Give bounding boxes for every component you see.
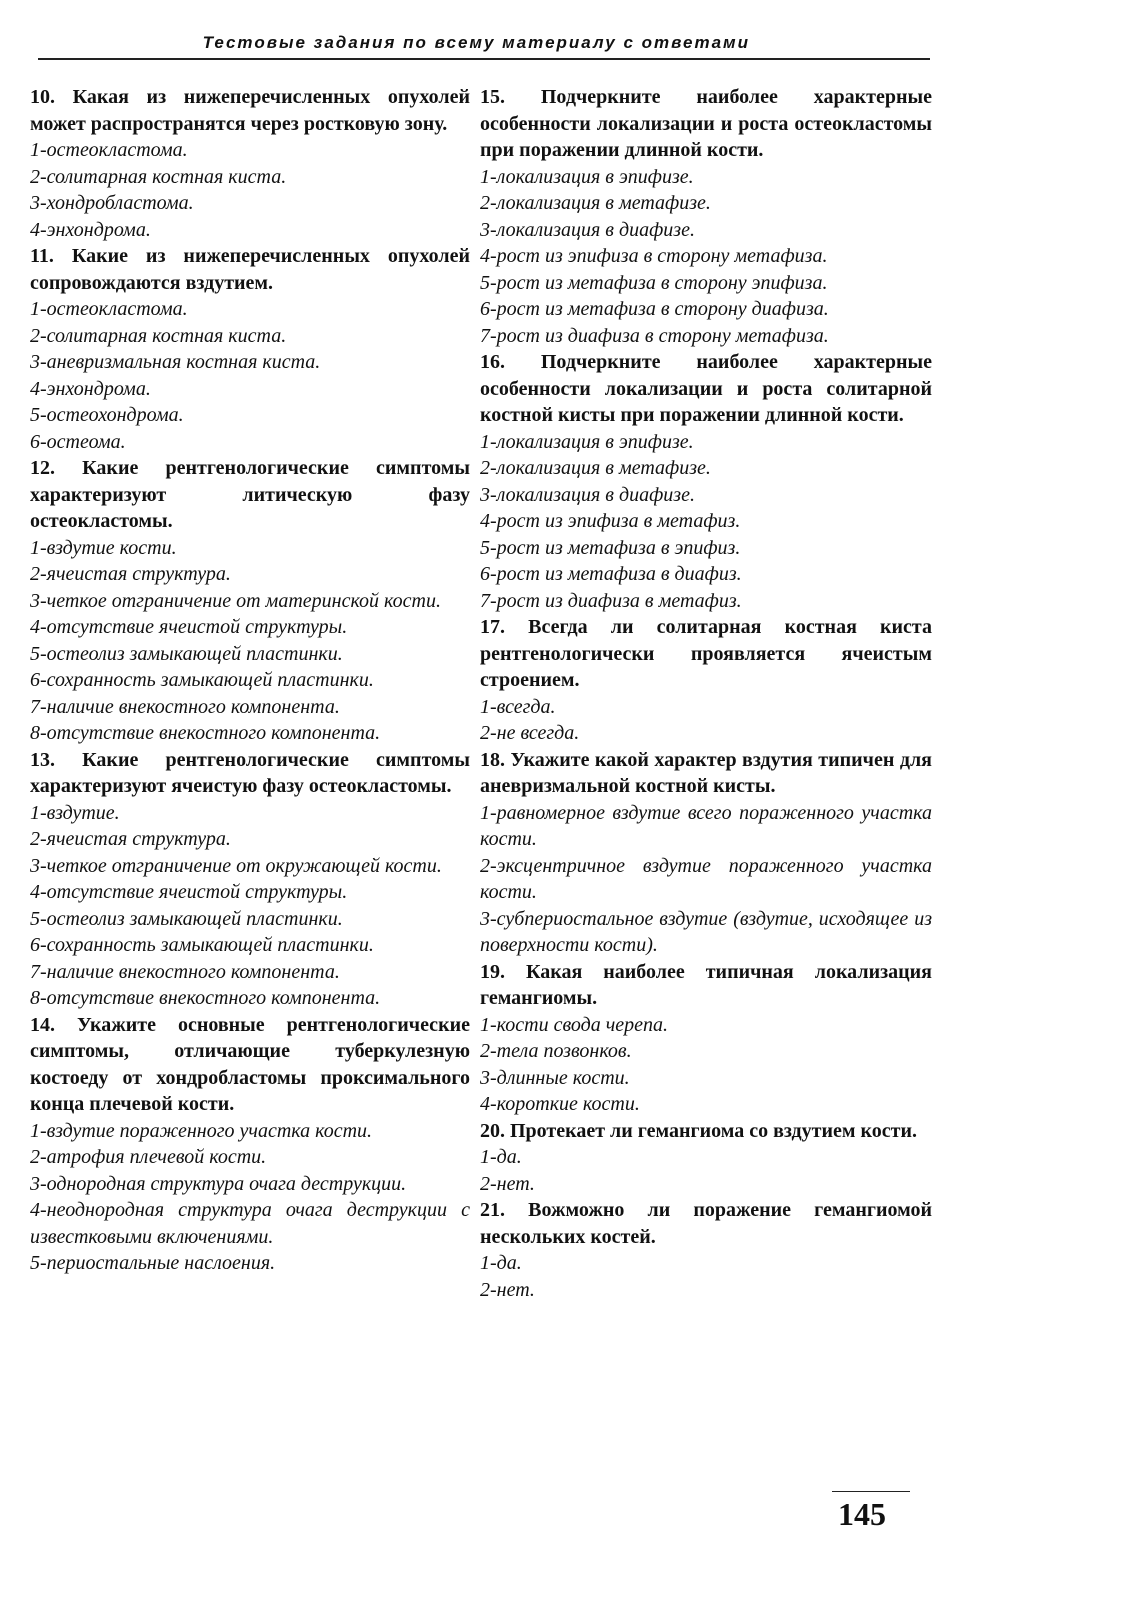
answer-option: 6-сохранность замыкающей пластинки. (30, 669, 374, 691)
answer-option: 1-вздутие кости. (30, 536, 177, 559)
question-text: 18. Укажите какой характер вздутия типичен для аневризмальной костной кисты. (480, 748, 932, 797)
answer-option: 6-рост из метафиза в сторону диафиза. (480, 298, 829, 320)
answer-option: 4-энхондрома. (30, 218, 151, 241)
answer-option: 1-да. (480, 1252, 522, 1274)
question-text: 20. Протекает ли гемангиома со вздутием кости. (480, 1119, 918, 1142)
answer-option: 1-всегда. (480, 695, 556, 718)
question-block (480, 349, 932, 614)
answer-option: 6-остеома. (30, 430, 126, 453)
answer-option: 5-остеолиз замыкающей пластинки. (30, 907, 343, 930)
question-text: 17. Всегда ли солитарная костная киста рентгенологически проявляется ячеистым строением. (480, 616, 932, 691)
answer-option: 6-сохранность замыкающей пластинки. (30, 934, 374, 956)
answer-option: 3-четкое отграничение от материнской кости. (30, 589, 441, 612)
answer-option: 2-солитарная костная киста. (30, 165, 287, 188)
page-number: 145 (838, 1496, 886, 1532)
answer-option: 3-однородная структура очага деструкции. (30, 1172, 407, 1195)
question-block (30, 747, 470, 1012)
question-text: 10. Какая из нижеперечисленных опухолей может распространятся через ростковую зону. (30, 86, 470, 135)
answer-option: 5-остеохондрома. (30, 404, 184, 426)
question-text: 21. Вожможно ли поражение гемангиомой нескольких костей. (480, 1199, 932, 1248)
answer-option: 4-рост из эпифиза в метафиз. (480, 510, 741, 532)
answer-option: 1-локализация в эпифизе. (480, 165, 694, 188)
left-column (30, 84, 470, 1277)
answer-option: 4-неоднородная структура очага деструкции с известковыми включениями. (30, 1199, 470, 1248)
question-text: 12. Какие рентгенологические симптомы характеризуют литическую фазу остеокластомы. (30, 457, 470, 532)
question-block (30, 1012, 470, 1277)
question-text: 19. Какая наиболее типичная локализация гемангиомы. (480, 960, 932, 1009)
question-block (480, 959, 932, 1118)
answer-option: 2-нет. (480, 1278, 535, 1301)
question-block (30, 243, 470, 455)
answer-option: 1-вздутие. (30, 801, 120, 824)
answer-option: 1-да. (480, 1146, 522, 1168)
answer-option: 5-остеолиз замыкающей пластинки. (30, 642, 343, 665)
question-text: 11. Какие из нижеперечисленных опухолей сопровождаются вздутием. (30, 245, 470, 294)
right-column (480, 84, 932, 1303)
answer-option: 3-хондробластома. (30, 192, 194, 214)
answer-option: 7-наличие внекостного компонента. (30, 695, 340, 718)
answer-option: 1-равномерное вздутие всего пораженного участка кости. (480, 801, 932, 850)
answer-option: 5-периостальные наслоения. (30, 1252, 276, 1274)
question-text: 15. Подчеркните наиболее характерные особенности локализации и роста остеокластомы при поражении длинной кости. (480, 86, 932, 161)
answer-option: 3-четкое отграничение от окружающей кости. (30, 854, 442, 877)
question-block (480, 1118, 932, 1198)
answer-option: 3-длинные кости. (480, 1066, 630, 1089)
answer-option: 4-энхондрома. (30, 377, 151, 400)
header-title: Тестовые задания по всему материалу с ответами (202, 33, 750, 52)
answer-option: 1-остеокластома. (30, 139, 188, 161)
answer-option: 8-отсутствие внекостного компонента. (30, 987, 381, 1009)
answer-option: 2-атрофия плечевой кости. (30, 1146, 267, 1168)
question-block (30, 84, 470, 243)
answer-option: 6-рост из метафиза в диафиз. (480, 563, 742, 585)
answer-option: 2-нет. (480, 1172, 535, 1195)
answer-option: 5-рост из метафиза в эпифиз. (480, 536, 741, 559)
answer-option: 1-вздутие пораженного участка кости. (30, 1119, 373, 1142)
question-block (30, 455, 470, 747)
page-number-rule (832, 1491, 910, 1492)
answer-option: 5-рост из метафиза в сторону эпифиза. (480, 271, 828, 294)
answer-option: 2-ячеистая структура. (30, 563, 231, 585)
answer-option: 4-короткие кости. (480, 1093, 640, 1115)
running-header (38, 26, 930, 60)
answer-option: 2-ячеистая структура. (30, 828, 231, 850)
answer-option: 2-не всегда. (480, 722, 580, 744)
question-text: 16. Подчеркните наиболее характерные особенности локализации и роста солитарной костной кисты при поражении длинной кости. (480, 351, 932, 426)
answer-option: 1-локализация в эпифизе. (480, 430, 694, 453)
answer-option: 7-рост из диафиза в метафиз. (480, 589, 742, 612)
answer-option: 1-остеокластома. (30, 298, 188, 320)
answer-option: 1-кости свода черепа. (480, 1013, 669, 1036)
answer-option: 7-наличие внекостного компонента. (30, 960, 340, 983)
answer-option: 3-локализация в диафизе. (480, 218, 695, 241)
question-text: 14. Укажите основные рентгенологические симптомы, отличающие туберкулезную костоеду от хондробластомы проксимального конца плечевой кости. (30, 1013, 470, 1115)
question-block (480, 84, 932, 349)
question-block (480, 747, 932, 959)
answer-option: 2-локализация в метафизе. (480, 192, 711, 214)
answer-option: 2-локализация в метафизе. (480, 457, 711, 479)
question-block (480, 614, 932, 747)
answer-option: 2-солитарная костная киста. (30, 324, 287, 347)
answer-option: 4-отсутствие ячеистой структуры. (30, 881, 348, 903)
answer-option: 4-отсутствие ячеистой структуры. (30, 616, 348, 638)
answer-option: 7-рост из диафиза в сторону метафиза. (480, 324, 829, 347)
question-text: 13. Какие рентгенологические симптомы характеризуют ячеистую фазу остеокластомы. (30, 748, 470, 797)
answer-option: 2-эксцентричное вздутие пораженного участка кости. (480, 854, 932, 903)
answer-option: 8-отсутствие внекостного компонента. (30, 722, 381, 744)
answer-option: 3-локализация в диафизе. (480, 483, 695, 506)
answer-option: 3-субпериостальное вздутие (вздутие, исходящее из поверхности кости). (480, 907, 932, 956)
question-block (480, 1197, 932, 1303)
answer-option: 4-рост из эпифиза в сторону метафиза. (480, 245, 828, 267)
answer-option: 2-тела позвонков. (480, 1040, 632, 1062)
answer-option: 3-аневризмальная костная киста. (30, 351, 321, 373)
